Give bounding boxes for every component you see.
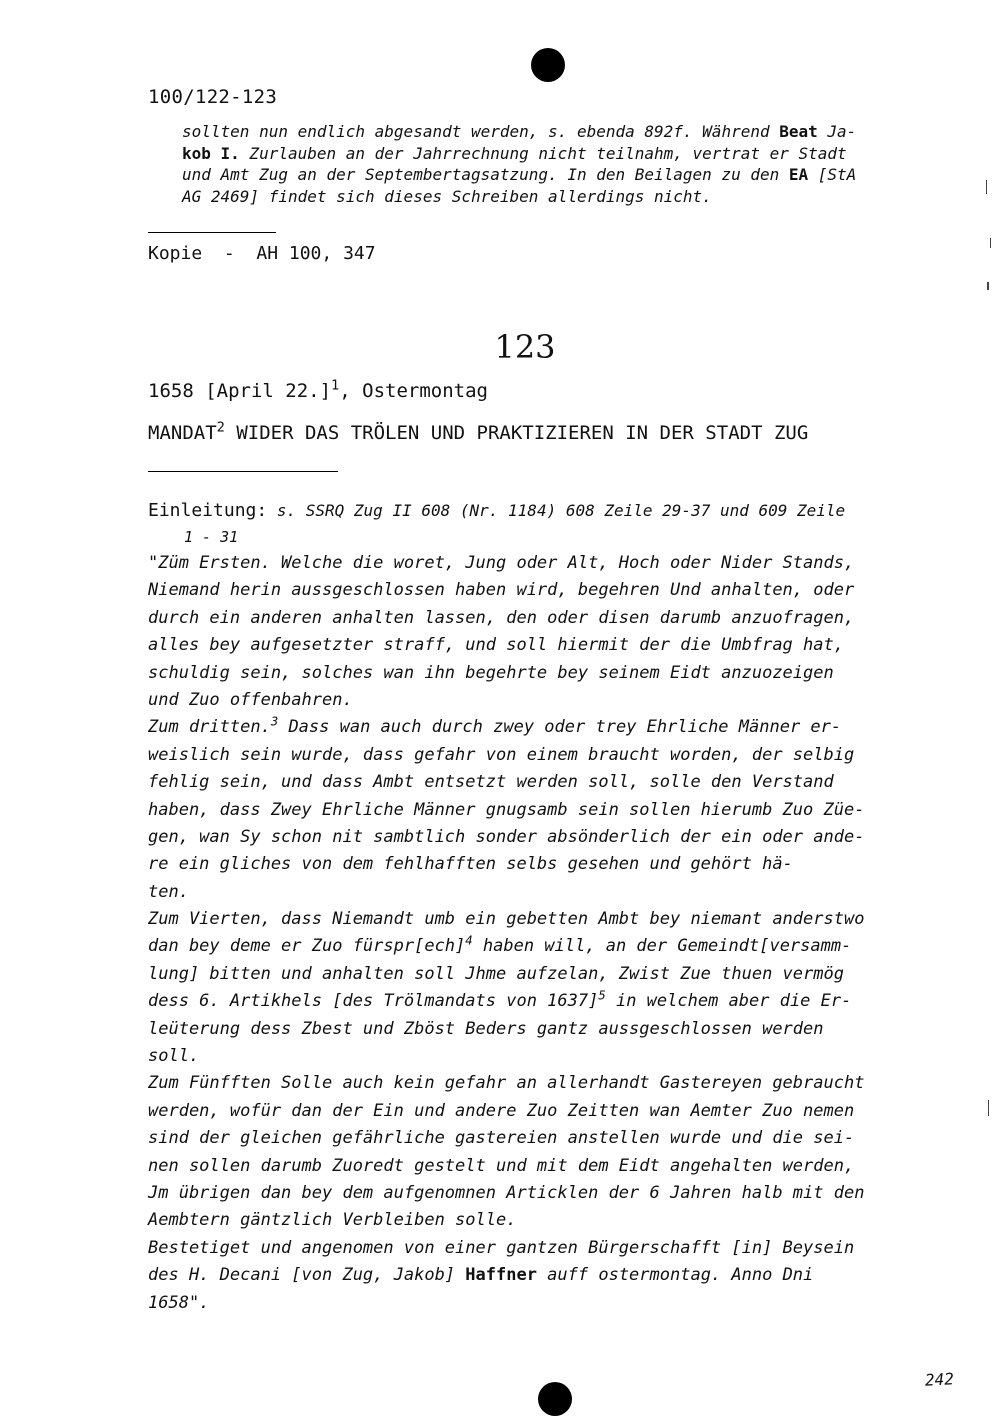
scan-speck [990, 238, 991, 248]
einleitung [148, 498, 845, 550]
text-line: sind der gleichen gefährliche gastereien anstellen wurde und die sei- [148, 1128, 855, 1149]
text-line: fehlig sein, und dass Ambt entsetzt werden soll, solle den Verstand [148, 772, 834, 793]
text-line: werden, wofür dan der Ein und andere Zuo Zeitten wan Aemter Zuo nemen [148, 1100, 855, 1121]
footnote-marker: 3 [270, 714, 279, 729]
text-line: lung] bitten und anhalten soll Jhme aufzelan, Zwist Zue thuen vermög [148, 963, 844, 984]
text-line: "Züm Ersten. Welche die woret, Jung oder Alt, Hoch oder Nider Stands, [148, 553, 855, 573]
text-line: durch ein anderen anhalten lassen, den oder disen darumb anzuofragen, [148, 607, 855, 628]
mandate-text [148, 550, 928, 1317]
scan-speck [988, 1100, 989, 1116]
text-line [148, 933, 928, 960]
text-line: Niemand herin aussgeschlossen haben wird, begehren Und anhalten, oder [148, 580, 855, 601]
einleitung-label: Einleitung: [148, 500, 268, 521]
text-line [148, 714, 928, 741]
text-line: Bestetiget und angenomen von einer gantzen Bürgerschafft [in] Beysein [148, 1237, 855, 1258]
text-line: leüterung dess Zbest und Zböst Beders gantz aussgeschlossen werden [148, 1018, 824, 1039]
text-segment-bold: Haffner [465, 1265, 537, 1286]
text-segment: in welchem aber die Er- [605, 991, 852, 1012]
text-line [148, 988, 928, 1015]
punch-hole-top [531, 48, 565, 82]
scan-speck [986, 180, 987, 194]
text-line: nen sollen darumb Zuoredt gestelt und mit dem Eidt angehalten werden, [148, 1155, 855, 1176]
text-line: re ein gliches von dem fehlhafften selbs gesehen und gehört hä- [148, 854, 793, 875]
text-line: Jm übrigen dan bey dem aufgenomnen Articklen der 6 Jahren halb mit den [148, 1182, 865, 1203]
intro-note-line: sollten nun endlich abgesandt werden, s. ebenda 892f. Während Beat Ja- [182, 122, 857, 141]
text-line: 1658". [148, 1292, 210, 1313]
date-suffix: , Ostermontag [339, 380, 488, 402]
einleitung-continuation: 1 - 31 [184, 528, 239, 546]
text-line: ten. [148, 881, 189, 902]
footnote-marker: 5 [598, 988, 606, 1003]
text-line: soll. [148, 1046, 200, 1067]
footnote-marker: 2 [216, 419, 225, 436]
document-title [148, 419, 809, 444]
date-text: 1658 [April 22.] [148, 380, 332, 402]
intro-note-line: AG 2469] findet sich dieses Schreiben allerdings nicht. [182, 186, 712, 206]
intro-note-line: kob I. Zurlauben an der Jahrrechnung nicht teilnahm, vertrat er Stadt [182, 143, 847, 163]
text-line: und Zuo offenbahren. [148, 689, 353, 710]
intro-note-line: und Amt Zug an der Septembertagsatzung. In den Beilagen zu den EA [StA [182, 165, 857, 184]
date-line [148, 377, 488, 402]
title-post: WIDER DAS TRÖLEN UND PRAKTIZIEREN IN DER STADT ZUG [224, 422, 809, 444]
text-line: Zum Fünfften Solle auch kein gefahr an allerhandt Gastereyen gebraucht [148, 1073, 865, 1094]
text-segment: Zum dritten. [148, 717, 271, 738]
text-segment: dess 6. Artikhels [des Trölmandats von 1637] [148, 991, 599, 1012]
divider-rule-lower [148, 471, 338, 472]
document-reference: 100/122-123 [148, 86, 278, 108]
text-line: schuldig sein, solches wan ihn begehrte bey seinem Eidt anzuozeigen [148, 662, 834, 683]
scan-speck [987, 282, 989, 290]
text-segment: haben will, an der Gemeindt[versamm- [472, 936, 852, 957]
footnote-marker: 1 [331, 377, 340, 394]
document-number: 123 [494, 328, 556, 366]
text-segment: dan bey deme er Zuo fürspr[ech] [148, 936, 466, 957]
text-line: alles bey aufgesetzter straff, und soll hiermit der die Umbfrag hat, [148, 635, 844, 656]
text-line: haben, dass Zwey Ehrliche Männer gnugsamb sein sollen hierumb Zuo Züe- [148, 799, 865, 820]
page-annotation: 242 [924, 1369, 955, 1390]
text-line: Aembtern gäntzlich Verbleiben solle. [148, 1210, 517, 1231]
text-segment: Dass wan auch durch zwey oder trey Ehrliche Männer er- [278, 717, 842, 738]
text-segment: des H. Decani [von Zug, Jakob] [148, 1265, 466, 1286]
title-pre: MANDAT [148, 422, 217, 444]
intro-note [182, 121, 902, 207]
divider-rule-upper [148, 232, 276, 233]
text-line: gen, wan Sy schon nit sambtlich sonder absönderlich der ein oder ande- [148, 826, 865, 847]
punch-hole-bottom [538, 1382, 572, 1416]
footnote-marker: 4 [465, 933, 473, 948]
copy-reference: Kopie - AH 100, 347 [148, 243, 376, 264]
einleitung-text: s. SSRQ Zug II 608 (Nr. 1184) 608 Zeile 29-37 und 609 Zeile [267, 501, 846, 520]
text-line [148, 1262, 928, 1289]
text-segment: auff ostermontag. Anno Dni [536, 1265, 814, 1286]
text-line: Zum Vierten, dass Niemandt umb ein gebetten Ambt bey niemant anderstwo [148, 909, 865, 930]
text-line: weislich sein wurde, dass gefahr von einem braucht worden, der selbig [148, 744, 855, 765]
